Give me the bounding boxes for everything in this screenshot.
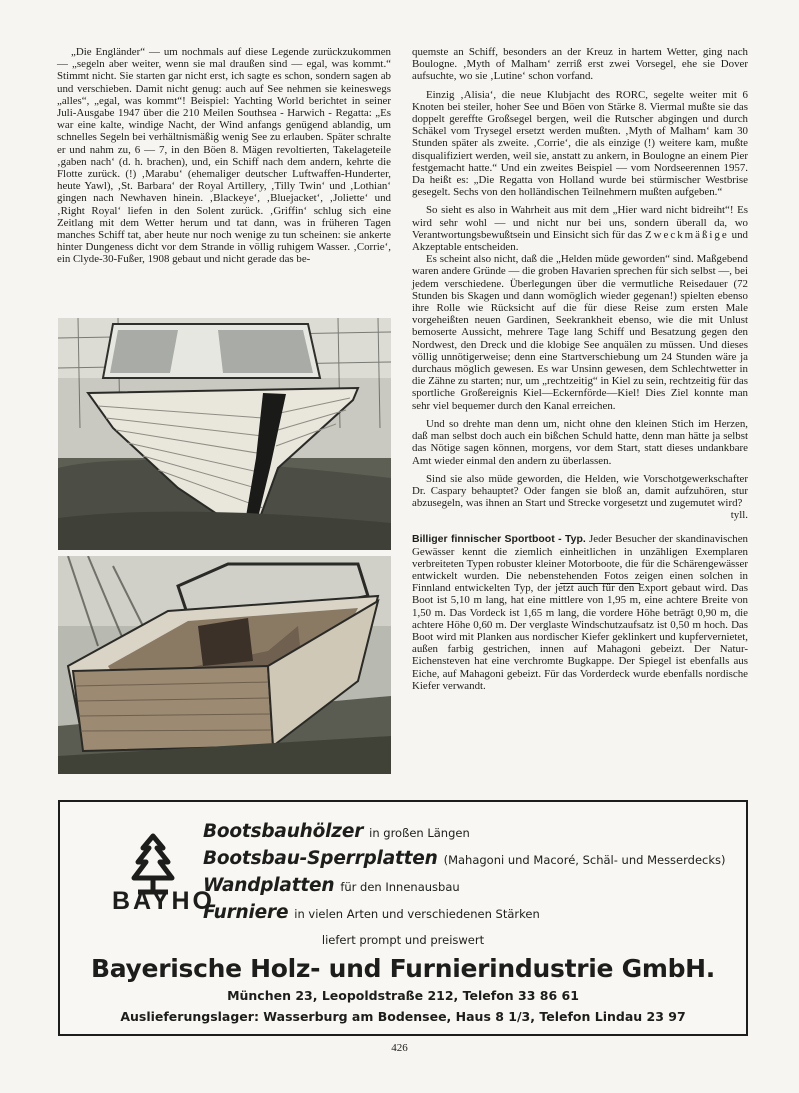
article-paragraph: Einzig ‚Alisia‘, die neue Klubjacht des RORC, segelte weiter mit 6 Knoten bei steiler, hoher See und Böen von Stärke 8. Viermal mußte sie das doppelt gereffte Großsegel bergen, weil die Rutscher abgingen und durch Schäkel vom Trysegel ersetzt werden mußten. ‚Myth of Malham‘ kam 30 Stunden später als zweite. ‚Corrie‘, die als einzige (!) weitere kam, mußte disqualifiziert werden, weil sie, anstatt zu ankern, in Boulogne an einem Pier festgemacht hatte.“ Und ein zweites Beispiel — vom Nordseerennen 1957. Da heißt es: „Die Regatta von Holland wurde bei stürmischer Westbrise gesegelt. Sechs von den holländischen Teilnehmern mußten aufgeben.“ <box>412 88 748 199</box>
boat-photo-bow <box>58 318 391 550</box>
ad-product-line <box>203 902 540 923</box>
product-detail: in vielen Arten und verschiedenen Stärken <box>294 907 540 921</box>
emphasized-word: Zweckmäßige <box>645 228 729 241</box>
ad-product-line <box>203 875 460 896</box>
article-paragraph <box>412 472 748 522</box>
product-name: Bootsbauhölzer <box>203 821 364 842</box>
paragraph-text-start: So sieht es also in Wahrheit aus mit dem „Hier ward nicht bidreiht“! Es wird sehr wohl — und nicht nur bei uns, sondern überall da, wo Verantwortungsbewußtsein und Einsicht sich für das <box>412 204 748 241</box>
product-detail: (Mahagoni und Macoré, Schäl- und Messerdecks) <box>443 853 726 867</box>
product-name: Wandplatten <box>203 875 335 896</box>
article-paragraph: quemste an Schiff, besonders an der Kreuz in hartem Wetter, ging nach Boulogne. ‚Myth of Malham‘ zerriß erst zwei Vorsegel, ehe sie Dover aufsuchte, wo sie ‚Lutine‘ schon vorfand. <box>412 46 748 83</box>
product-name: Furniere <box>203 902 289 923</box>
logo-wordmark: BAYHO <box>112 887 215 915</box>
product-detail: für den Innenausbau <box>340 880 460 894</box>
product-name: Bootsbau-Sperrplatten <box>203 848 438 869</box>
boat-bow-image <box>58 318 391 550</box>
advertisement-box <box>58 800 748 1036</box>
article-paragraph <box>412 204 748 253</box>
paragraph-text-end: und Akzeptable entscheiden. <box>412 228 748 254</box>
ad-warehouse: Auslieferungslager: Wasserburg am Bodensee, Haus 8 1/3, Telefon Lindau 23 97 <box>120 1009 686 1024</box>
ad-delivery-note: liefert prompt und preiswert <box>321 933 485 947</box>
article-paragraph: Und so drehte man denn um, nicht ohne den kleinen Stich im Herzen, daß man selbst doch auch ein bißchen Schuld hatte, denn man hätte ja selbst das Nötige sagen können, morgens, vor dem Start, statt dieses undankbare Amt wieder einmal den andern zu überlassen. <box>412 417 748 467</box>
right-column-text <box>412 46 748 692</box>
boat-stern-image <box>58 556 391 774</box>
boat-photo-stern <box>58 556 391 774</box>
ad-company-name: Bayerische Holz- und Furnierindustrie GmbH. <box>90 954 715 983</box>
ad-address: München 23, Leopoldstraße 212, Telefon 33 86 61 <box>227 988 579 1003</box>
article-paragraph: „Die Engländer“ — um nochmals auf diese Legende zurückzukommen — „segeln aber weiter, wenn sie mal draußen sind — egal, was kommt.“ Stimmt nicht. Sie starten gar nicht erst, ich sagte es schon, sondern sagen ab und verschieben. Damit nicht genug: auch auf See nehmen sie keineswegs „alles“, „egal, was kommt“! Beispiel: Yachting World berichtet in seiner Juli-Ausgabe 1947 über die 210 Meilen Southsea - Harwich - Regatta: „Es war eine kalte, windige Nacht, der Wind anfangs genügend ablandig, um schnelles Segeln bei verhältnismäßig wenig See zu erlauben. Später schralte er und nahm zu, 6 — 7, in den Böen 8. Mägen revoltierten, Takelageteile ‚gaben nach‘ (d. h. brachen), und, ein Schiff nach dem andern, kehrte die Flotte zurück. (!) ‚Marabu‘ (ehemaliger deutscher Luftwaffen-Hunderter, heute Yawl), ‚St. Barbara‘ der Royal Artillery, ‚Tilly Twin‘ und ‚Lothian‘ gingen nach Newhaven hinein. ‚Blackeye‘, ‚Bluejacket‘, ‚Joliette‘ und ‚Right Royal‘ liefen in den Solent zurück. ‚Griffin‘ schlug sich eine Zeitlang mit dem Wetter herum und tat dann, was in früheren Tagen manches Schiff tat, aber heute nur noch wenige zu tun scheinen: sie ankerte hinter Dungeness dicht vor dem Strande in völlig ruhigem Wasser. ‚Corrie‘, ein Clyde-30-Fußer, 1908 gebaut und nicht gerade das be- <box>57 46 391 266</box>
boat-section-text: Jeder Besucher der skandinavischen Gewässer kennt die ziemlich einheitlichen in unzähligen Exemplaren verbreiteten Typen robuster kleiner Motorboote, die für die Schärengewässer entwickelt wurden. Die nebenstehenden Fotos zeigen einen solchen in Finnland entwickelten Typ, der jetzt auch für den Export gebaut wird. Das Boot ist 5,10 m lang, hat eine mittlere von 1,95 m, eine achtere Breite von 1,50 m. Das Vordeck ist 1,65 m lang, die vordere Höhe beträgt 0,90 m, die achtere Höhe 0,60 m. Der verglaste Windschutzaufsatz ist 0,50 m hoch. Das Boot wird mit Planken aus nordischer Kiefer geklinkert und kupfervernietet, außen farbig gestrichen, innen auf Mahagoni gebeizt. Der Natur-Eichensteven hat eine verchromte Bugkappe. Der Spiegel ist ebenfalls aus Eiche, auf Mahagoni gebeizt. Für das Vorderdeck wurde ebenfalls nordische Kiefer verwandt. <box>412 533 748 692</box>
section-divider <box>560 583 640 584</box>
boat-section-heading: Billiger finnischer Sportboot - Typ. <box>412 533 586 546</box>
closing-paragraph-text: Sind sie also müde geworden, die Helden, wie Vorschotgewerkschafter Dr. Caspary behauptet? Oder fangen sie bloß an, damit aufzuhören, stur abzusegeln, was ihnen an Start und Strecke vorgesetzt und zugemutet wird? <box>412 472 748 510</box>
product-detail: in großen Längen <box>369 826 470 840</box>
ad-product-line <box>203 821 470 842</box>
ad-product-line <box>203 848 726 869</box>
left-column-text <box>57 46 391 266</box>
author-signature: tyll. <box>730 509 748 522</box>
article-paragraph: Es scheint also nicht, daß die „Helden müde geworden“ sind. Maßgebend waren andere Gründe — die groben Havarien sprechen für sich selbst —, bei jedem verschiedene. Überlegungen über die vermutliche Reisedauer (72 Stunden bis Skagen und dann womöglich wieder gegenan!) spielten ebenso ihre Rolle wie Rücksicht auf die für diese Reise zum ersten Male vorgeheißten neuen Gardinen, Seekrankheit ebenso, wie die mit Unlust bemoserte Aussicht, mehrere Tage lang Schiff und Besatzung gegen den Nordwest, den Dreck und die klobige See anquälen zu müssen. Und dieses völlig unnötigerweise; denn eine Startverschiebung um 24 Stunden wäre ja durchaus möglich gewesen. Es war Unsinn gewesen, dem Schlechtwetter in die Zähne zu starten; nur, um „rechtzeitig“ in Kiel zu sein, rechtzeitig für das sportliche Großereignis Kiel—Eckernförde—Kiel! Dies Ziel konnte man sehr viel bequemer durch den Kanal erreichen. <box>412 253 748 412</box>
section-spacer <box>412 509 748 533</box>
boat-description <box>412 533 748 692</box>
page-number: 426 <box>391 1042 408 1054</box>
